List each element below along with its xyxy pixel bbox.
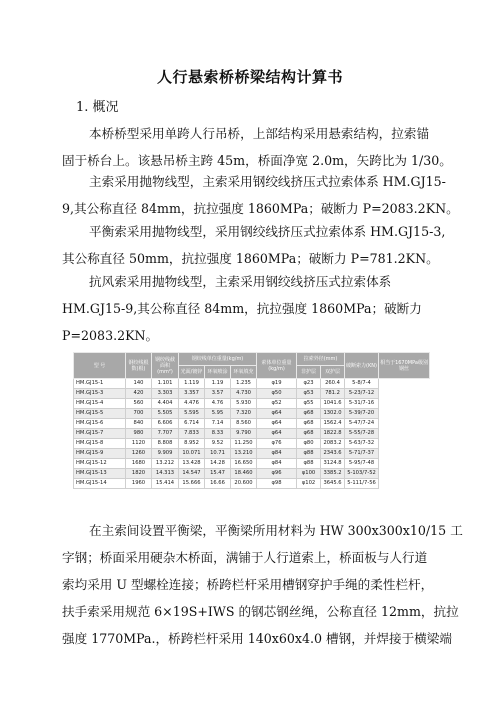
table-cell: 13.212 <box>152 459 179 469</box>
table-row <box>74 419 430 429</box>
table-cell: HM.GJ15-12 <box>74 459 126 469</box>
table-row <box>74 449 430 459</box>
table-cell: 5.930 <box>231 399 257 409</box>
table-cell: φ23 <box>297 379 321 389</box>
table-cell: HM.GJ15-3 <box>74 389 126 399</box>
table-cell: 18.460 <box>231 469 257 479</box>
table-cell: 13.428 <box>179 459 205 469</box>
table-cell: 2083.2 <box>321 439 345 449</box>
table-cell: 1.235 <box>231 379 257 389</box>
table-row <box>74 459 430 469</box>
table-row <box>74 469 430 479</box>
table-cell: 7.833 <box>179 429 205 439</box>
table-cell: 10.71 <box>205 449 231 459</box>
paragraph-balance-cable <box>62 218 446 272</box>
table-cell: 2343.6 <box>321 449 345 459</box>
table-cell: 5-111/7-56 <box>345 479 379 489</box>
table-cell: 1120 <box>126 439 152 449</box>
header-strands: 钢绞线根数(根) <box>126 353 152 379</box>
header-sub: 非护层 <box>297 366 321 379</box>
table-row <box>74 479 430 489</box>
table-cell: 16.66 <box>205 479 231 489</box>
table-cell: 1960 <box>126 479 152 489</box>
table-cell: φ68 <box>297 429 321 439</box>
table-cell: 700 <box>126 409 152 419</box>
header-breaking-force: 破断索力(KN) <box>345 353 379 379</box>
table-cell: 5-63/7-32 <box>345 439 379 449</box>
table-cell: HM.GJ15-8 <box>74 439 126 449</box>
table-row <box>74 379 430 389</box>
table-cell: HM.GJ15-4 <box>74 399 126 409</box>
table-cell: 6.714 <box>179 419 205 429</box>
table-cell: φ19 <box>257 379 297 389</box>
table-cell: 260.4 <box>321 379 345 389</box>
table-cell: φ68 <box>297 419 321 429</box>
text-line: 主索采用抛物线型，主索采用钢绞线挤压式拉索体系 HM.GJ15- <box>89 174 446 189</box>
text-line: 强度 1770MPa.，桥跨栏杆采用 140x60x4.0 槽钢，并焊接于横梁端 <box>62 631 452 646</box>
table-cell: 5.505 <box>152 409 179 419</box>
table-cell: 8.33 <box>205 429 231 439</box>
table-cell: 1.19 <box>205 379 231 389</box>
table-cell: HM.GJ15-14 <box>74 479 126 489</box>
text-line: P=2083.2KN。 <box>62 328 159 343</box>
table-cell: 3.303 <box>152 389 179 399</box>
table-cell: 8.952 <box>179 439 205 449</box>
table-cell: φ52 <box>257 399 297 409</box>
table-cell: φ98 <box>257 479 297 489</box>
table-cell: 3.57 <box>205 389 231 399</box>
paragraph-main-cable <box>62 168 459 222</box>
text-line: 扶手索采用规范 6×19S+IWS 的钢芯钢丝绳，公称直径 12mm，抗拉 <box>62 604 459 619</box>
text-line: 字钢；桥面采用硬杂木桥面，满铺于人行道索上，桥面板与人行道 <box>62 550 428 565</box>
text-line: 在主索间设置平衡梁，平衡梁所用材料为 HW 300x300x10/15 工 <box>89 523 463 538</box>
table-cell: 3385.2 <box>321 469 345 479</box>
table-cell: 5-103/7-52 <box>345 469 379 479</box>
table-cell: 20.600 <box>231 479 257 489</box>
paragraph-wind-cable <box>62 268 434 349</box>
table-cell: 7.14 <box>205 419 231 429</box>
table-cell: 3.357 <box>179 389 205 399</box>
document-title: 人行悬索桥桥梁结构计算书 <box>156 68 343 86</box>
table-cell: φ64 <box>257 429 297 439</box>
table-cell: φ68 <box>297 409 321 419</box>
paragraph-overview <box>62 120 452 174</box>
table-cell: φ76 <box>257 439 297 449</box>
table-cell: 11.250 <box>231 439 257 449</box>
table-row <box>74 389 430 399</box>
table-cell: 10.071 <box>179 449 205 459</box>
text-line: 固于桥台上。该悬吊桥主跨 45m，桥面净宽 2.0m，矢跨比为 1/30。 <box>62 153 452 168</box>
table-cell: 14.28 <box>205 459 231 469</box>
table-cell: 5-55/7-28 <box>345 429 379 439</box>
table-cell: φ96 <box>257 469 297 479</box>
table-row <box>74 429 430 439</box>
table-cell: φ64 <box>257 409 297 419</box>
table-cell: 1260 <box>126 449 152 459</box>
table-cell: φ100 <box>297 469 321 479</box>
table-cell: 5-47/7-24 <box>345 419 379 429</box>
table-cell: 4.404 <box>152 399 179 409</box>
text-line: 平衡索采用抛物线型，采用钢绞线挤压式拉索体系 HM.GJ15-3, <box>89 224 446 239</box>
text-line: 9,其公称直径 84mm，抗拉强度 1860MPa；破断力 P=2083.2KN。 <box>62 201 459 216</box>
table-cell: φ102 <box>297 479 321 489</box>
table-cell: φ88 <box>297 449 321 459</box>
table-cell: 13.210 <box>231 449 257 459</box>
table-cell: 781.2 <box>321 389 345 399</box>
table-cell: 14.547 <box>179 469 205 479</box>
table-cell: 8.560 <box>231 419 257 429</box>
table-cell: φ50 <box>257 389 297 399</box>
table-cell: 140 <box>126 379 152 389</box>
table-cell: HM.GJ15-13 <box>74 469 126 479</box>
table-cell: HM.GJ15-7 <box>74 429 126 439</box>
table-cell: 1822.8 <box>321 429 345 439</box>
table-cell: 9.790 <box>231 429 257 439</box>
table-cell: 5-23/7-12 <box>345 389 379 399</box>
table-cell: 980 <box>126 429 152 439</box>
header-area: 钢绞线截面积(mm²) <box>152 353 179 379</box>
table-cell: 4.730 <box>231 389 257 399</box>
text-line: 本桥桥型采用单跨人行吊桥，上部结构采用悬索结构，拉索锚 <box>89 126 430 141</box>
text-line: 其公称直径 50mm，抗拉强度 1860MPa；破断力 P=781.2KN。 <box>62 251 439 266</box>
table-cell: φ64 <box>257 419 297 429</box>
header-unit-weight: 钢绞线单位重量(kg/m) <box>179 353 257 366</box>
table-row <box>74 409 430 419</box>
table-cell: 9.909 <box>152 449 179 459</box>
table-cell: φ53 <box>297 389 321 399</box>
table-cell: 420 <box>126 389 152 399</box>
text-line: HM.GJ15-9,其公称直径 84mm，抗拉强度 1860MPa；破断力 <box>62 301 422 316</box>
header-sub: 环氧填充 <box>231 366 257 379</box>
text-line: 索均采用 U 型螺栓连接；桥跨栏杆采用槽钢穿护手绳的柔性栏杆， <box>62 577 434 592</box>
header-sub: 光面/镀锌 <box>179 366 205 379</box>
table-cell: 7.707 <box>152 429 179 439</box>
header-outer-diameter: 拉索外径(mm) <box>297 353 345 366</box>
table-cell: 1.119 <box>179 379 205 389</box>
table-cell: 1680 <box>126 459 152 469</box>
header-model: 型 号 <box>74 353 126 379</box>
table-cell: 5-39/7-20 <box>345 409 379 419</box>
table-cell: 15.666 <box>179 479 205 489</box>
table-cell: HM.GJ15-9 <box>74 449 126 459</box>
table-cell: 5-71/7-37 <box>345 449 379 459</box>
table-row <box>74 439 430 449</box>
table-cell: 5-8/7-4 <box>345 379 379 389</box>
table-cell: 5.95 <box>205 409 231 419</box>
header-sub: 双护层 <box>321 366 345 379</box>
table-body <box>74 379 430 489</box>
table-cell: 840 <box>126 419 152 429</box>
table-cell: 6.606 <box>152 419 179 429</box>
section-heading: 1. 概况 <box>76 100 119 115</box>
header-sub: 环氧喷涂 <box>205 366 231 379</box>
paragraph-deck <box>62 517 463 652</box>
table-cell: φ55 <box>297 399 321 409</box>
table-cell: 1302.0 <box>321 409 345 419</box>
table-cell: 3645.6 <box>321 479 345 489</box>
table-row <box>74 399 430 409</box>
table-cell: 7.320 <box>231 409 257 419</box>
table-cell: 4.476 <box>179 399 205 409</box>
table-cell: 15.414 <box>152 479 179 489</box>
table-cell: φ88 <box>297 459 321 469</box>
cable-spec-table <box>73 352 429 512</box>
text-line: 抗风索采用抛物线型，主索采用钢绞线挤压式拉索体系 <box>89 274 392 289</box>
table-cell: 9.52 <box>205 439 231 449</box>
table-cell: 5.595 <box>179 409 205 419</box>
table-cell: 1562.4 <box>321 419 345 429</box>
table-cell: 16.650 <box>231 459 257 469</box>
table-cell: HM.GJ15-1 <box>74 379 126 389</box>
table-cell: 1.101 <box>152 379 179 389</box>
table-cell: 5-31/7-16 <box>345 399 379 409</box>
header-cable-weight: 索体单位重量(kg/m) <box>257 353 297 379</box>
table-cell: 4.76 <box>205 399 231 409</box>
table-cell: φ84 <box>257 459 297 469</box>
table-cell: 15.47 <box>205 469 231 479</box>
table-cell: HM.GJ15-6 <box>74 419 126 429</box>
table-cell: 3124.8 <box>321 459 345 469</box>
table-cell: 560 <box>126 399 152 409</box>
table-cell: 1820 <box>126 469 152 479</box>
table-cell: 1041.6 <box>321 399 345 409</box>
table-cell: 14.313 <box>152 469 179 479</box>
table-cell: 8.808 <box>152 439 179 449</box>
table-cell: φ80 <box>297 439 321 449</box>
table-cell: HM.GJ15-5 <box>74 409 126 419</box>
table-cell: 5-95/7-48 <box>345 459 379 469</box>
table-cell: φ84 <box>257 449 297 459</box>
header-anchor: 相当于1670MPa级别钢丝 <box>379 353 430 379</box>
